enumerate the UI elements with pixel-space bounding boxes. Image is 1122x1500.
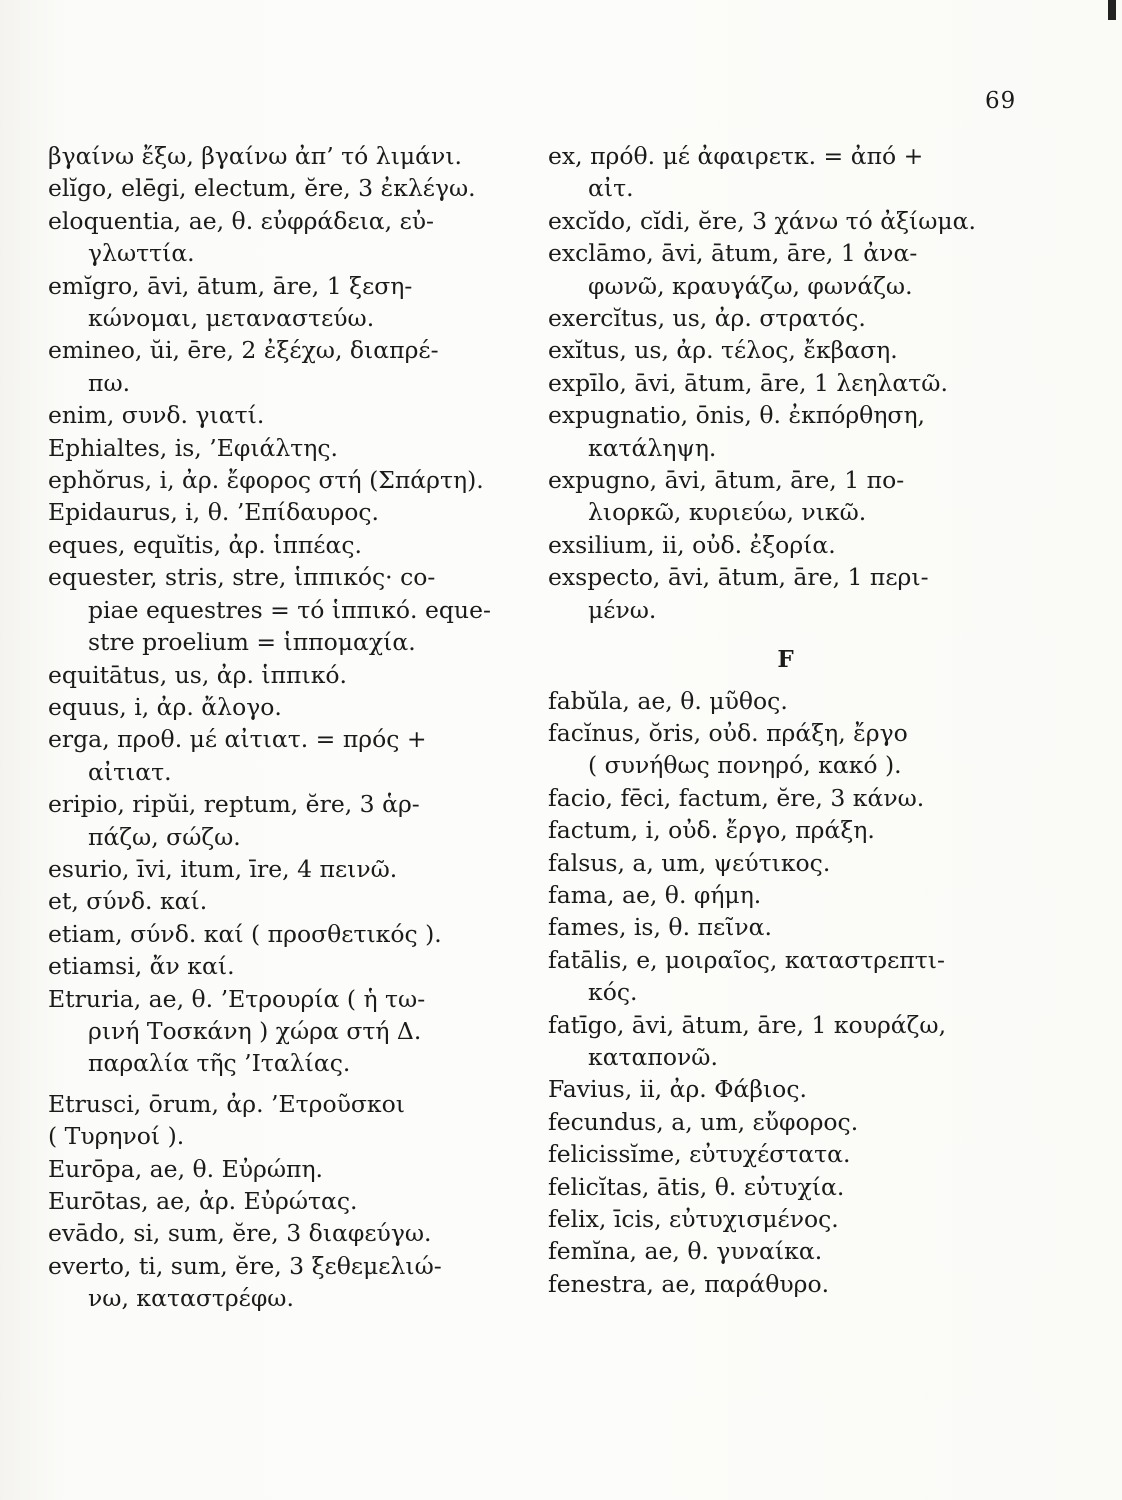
entry-line: fatālis, e, μοιραῖος, καταστρεπτι- bbox=[548, 945, 945, 974]
entry-line: exĭtus, us, ἀρ. τέλος, ἔκβαση. bbox=[548, 336, 898, 365]
entry-line: κώνομαι, μεταναστεύω. bbox=[88, 304, 375, 333]
entry-line: exclāmo, āvi, ātum, āre, 1 ἀνα- bbox=[548, 239, 918, 268]
entry-line: erga, προθ. μέ αἰτιατ. = πρός + bbox=[48, 725, 427, 754]
entry-line: Ephialtes, is, ’Εφιάλτης. bbox=[48, 433, 339, 462]
entry-line: γλωττία. bbox=[88, 239, 195, 268]
page-edge-mark bbox=[1108, 0, 1116, 20]
entry-line: φωνῶ, κραυγάζω, φωνάζω. bbox=[588, 271, 913, 300]
entry-line: felicĭtas, ātis, θ. εὐτυχία. bbox=[548, 1172, 845, 1201]
section-heading: F bbox=[777, 646, 794, 674]
entry-line: piae equestres = τό ἱππικό. eque- bbox=[88, 595, 491, 624]
entry-line: stre proelium = ἱππομαχία. bbox=[88, 628, 416, 657]
entry-line: expīlo, āvi, ātum, āre, 1 λεηλατῶ. bbox=[548, 368, 948, 397]
entry-line: emineo, ŭi, ēre, 2 ἐξέχω, διαπρέ- bbox=[48, 336, 439, 365]
left-column bbox=[48, 140, 538, 1315]
entry-line: evādo, si, sum, ĕre, 3 διαφεύγω. bbox=[48, 1219, 432, 1248]
entry-line: fames, is, θ. πεῖνα. bbox=[548, 913, 772, 942]
entry-line: Eurōpa, ae, θ. Εὐρώπη. bbox=[48, 1154, 324, 1183]
entry-line: equester, stris, stre, ἱππικός· co- bbox=[48, 563, 436, 592]
entry-line: αἰτ. bbox=[588, 174, 634, 203]
entry-line: Epidaurus, i, θ. ’Επίδαυρος. bbox=[48, 498, 379, 527]
entry-line: λιορκῶ, κυριεύω, νικῶ. bbox=[588, 498, 867, 527]
entry-line: fama, ae, θ. φήμη. bbox=[548, 880, 762, 909]
entry-line: elĭgo, elēgi, electum, ĕre, 3 ἐκλέγω. bbox=[48, 174, 476, 203]
entry-line: factum, i, οὐδ. ἔργο, πράξη. bbox=[548, 816, 875, 845]
entry-line: fabŭla, ae, θ. μῦθος. bbox=[548, 686, 788, 715]
entry-line: equitātus, us, ἀρ. ἱππικό. bbox=[48, 660, 348, 689]
entry-line: etiam, σύνδ. καί ( προσθετικός ). bbox=[48, 919, 442, 948]
page-number: 69 bbox=[985, 88, 1017, 114]
entry-line: αἰτιατ. bbox=[88, 757, 172, 786]
entry-line: enim, συνδ. γιατί. bbox=[48, 401, 265, 430]
entry-line: ( Τυρηνοί ). bbox=[48, 1122, 185, 1151]
entry-line: ρινή Τοσκάνη ) χώρα στή Δ. bbox=[88, 1016, 422, 1045]
entry-line: exsilium, ii, οὐδ. ἐξορία. bbox=[548, 530, 836, 559]
entry-line: facio, fēci, factum, ĕre, 3 κάνω. bbox=[548, 783, 925, 812]
spacer bbox=[48, 1080, 538, 1088]
entry-line: Etruria, ae, θ. ’Ετρουρία ( ἡ τω- bbox=[48, 984, 426, 1013]
entry-line: equus, i, ἀρ. ἄλογο. bbox=[48, 692, 282, 721]
entry-line: eques, equĭtis, ἀρ. ἱππέας. bbox=[48, 530, 362, 559]
entry-line: eloquentia, ae, θ. εὐφράδεια, εὐ- bbox=[48, 206, 434, 235]
entry-line: fatīgo, āvi, ātum, āre, 1 κουράζω, bbox=[548, 1010, 947, 1039]
entry-line: esurio, īvi, itum, īre, 4 πεινῶ. bbox=[48, 854, 398, 883]
entry-line: πω. bbox=[88, 368, 131, 397]
entry-line: fecundus, a, um, εὔφορος. bbox=[548, 1107, 859, 1136]
right-column bbox=[548, 140, 1023, 1300]
entry-line: expugnatio, ōnis, θ. ἐκπόρθηση, bbox=[548, 401, 925, 430]
entry-line: etiamsi, ἄν καί. bbox=[48, 952, 235, 981]
entry-line: πάζω, σώζω. bbox=[88, 822, 241, 851]
entry-line: ( συνήθως πονηρό, κακό ). bbox=[588, 751, 902, 780]
entry-line: facĭnus, ŏris, οὐδ. πράξη, ἔργο bbox=[548, 718, 908, 747]
entry-line: falsus, a, um, ψεύτικος. bbox=[548, 848, 831, 877]
entry-line: Etrusci, ōrum, ἀρ. ’Ετροῦσκοι bbox=[48, 1089, 405, 1118]
entry-line: Eurōtas, ae, ἀρ. Εὐρώτας. bbox=[48, 1187, 358, 1215]
entry-line: μένω. bbox=[588, 595, 657, 624]
entry-line: emĭgro, āvi, ātum, āre, 1 ξεση- bbox=[48, 271, 413, 300]
entry-line: fenestra, ae, παράθυρο. bbox=[548, 1269, 830, 1298]
entry-line: exercĭtus, us, ἀρ. στρατός. bbox=[548, 304, 866, 333]
entry-line: κός. bbox=[588, 978, 638, 1007]
entry-line: felix, īcis, εὐτυχισμένος. bbox=[548, 1205, 839, 1233]
entry-line: everto, ti, sum, ĕre, 3 ξεθεμελιώ- bbox=[48, 1251, 442, 1280]
entry-line: femĭna, ae, θ. γυναίκα. bbox=[548, 1237, 823, 1266]
entry-line: παραλία τῆς ’Ιταλίας. bbox=[88, 1049, 351, 1078]
entry-line: βγαίνω ἔξω, βγαίνω ἀπ’ τό λιμάνι. bbox=[48, 142, 463, 170]
entry-line: Favius, ii, ἀρ. Φάβιος. bbox=[548, 1075, 807, 1104]
entry-line: ex, πρόθ. μέ ἀφαιρετκ. = ἀπό + bbox=[548, 142, 924, 170]
entry-line: κατάληψη. bbox=[588, 433, 717, 462]
entry-line: expugno, āvi, ātum, āre, 1 πο- bbox=[548, 466, 905, 495]
entry-line: felicissĭme, εὐτυχέστατα. bbox=[548, 1140, 851, 1169]
entry-line: exspecto, āvi, ātum, āre, 1 περι- bbox=[548, 563, 929, 592]
entry-line: ephŏrus, i, ἀρ. ἔφορος στή (Σπάρτη). bbox=[48, 466, 484, 495]
entry-line: excĭdo, cĭdi, ĕre, 3 χάνω τό ἀξίωμα. bbox=[548, 206, 977, 235]
entry-line: καταπονῶ. bbox=[588, 1042, 718, 1071]
entry-line: et, σύνδ. καί. bbox=[48, 887, 208, 916]
entry-line: νω, καταστρέφω. bbox=[88, 1284, 294, 1313]
entry-line: eripio, ripŭi, reptum, ĕre, 3 ἁρ- bbox=[48, 790, 420, 819]
